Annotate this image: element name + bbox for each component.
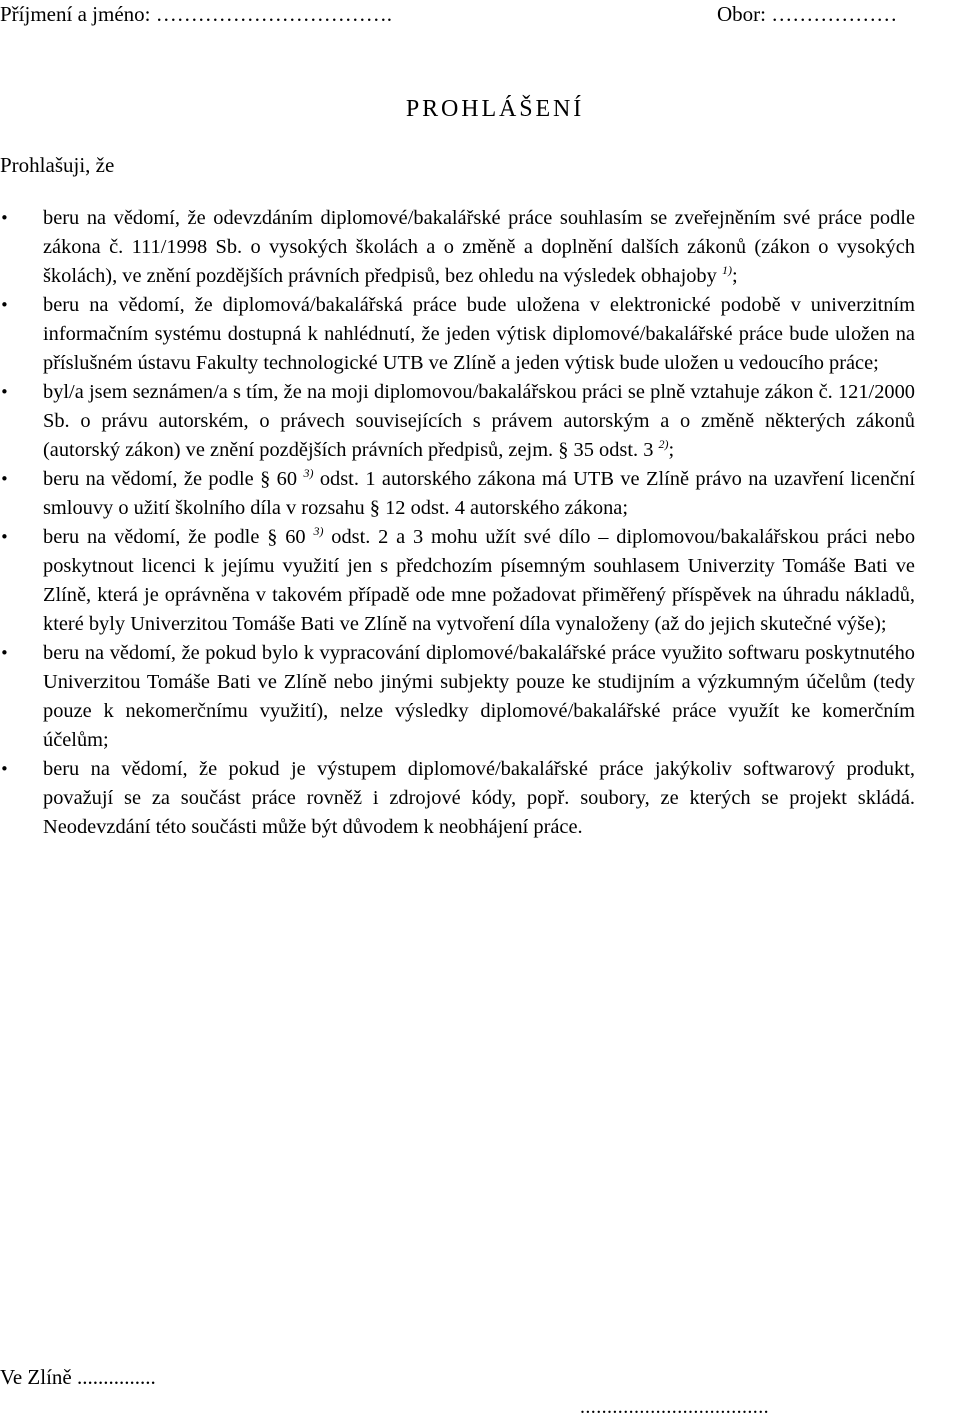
footnote-ref: 3) xyxy=(313,524,324,539)
declaration-list xyxy=(0,204,960,842)
declaration-item-3: • byl/a jsem seznámen/a s tím, že na moji diplomovou/bakalářskou práci se plně vztahuje zákon č. 121/2000 Sb. o právu autorském, o právech souvisejících s právem autorským a o změně některých zákonů (autorský zákon) ve znění pozdějších právních předpisů, zejm. § 35 odst. 3 $^{2)}$; xyxy=(0,378,960,465)
bullet-icon xyxy=(0,755,9,784)
place-line: Ve Zlíně ............... xyxy=(0,1365,156,1389)
declaration-item-1: • beru na vědomí, že odevzdáním diplomové/bakalářské práce souhlasím se zveřejněním své práce podle zákona č. 111/1998 Sb. o vysokých školách a o změně a doplnění dalších zákonů (zákon o vysokých školách), ve znění pozdějších právních předpisů, bez ohledu na výsledek obhajoby $^{1)}$; xyxy=(0,204,960,291)
signature-line: ................................... xyxy=(580,1396,769,1418)
bullet-icon xyxy=(0,523,9,552)
bullet-icon xyxy=(0,378,9,407)
field-of-study-label: Obor: ……………… xyxy=(717,2,898,26)
declaration-item-5: • beru na vědomí, že podle § 60 $^{3)}$ odst. 2 a 3 mohu užít své dílo – diplomovou/bakalářskou práci nebo poskytnout licenci k jejímu využití jen s předchozím písemným souhlasem Univerzity Tomáše Bati ve Zlíně, která je oprávněna v takovém případě ode mne požadovat přiměřený příspěvek na úhradu nákladů, které byly Univerzitou Tomáše Bati ve Zlíně na vytvoření díla vynaloženy (až do jejich skutečné výše); xyxy=(0,523,960,639)
bullet-icon xyxy=(0,204,9,233)
declaration-item-2: • beru na vědomí, že diplomová/bakalářská práce bude uložena v elektronické podobě v univerzitním informačním systému dostupná k nahlédnutí, že jeden výtisk diplomové/bakalářské práce bude uložen na příslušném ústavu Fakulty technologické UTB ve Zlíně a jeden výtisk bude uložen u vedoucího práce; xyxy=(0,291,960,378)
footnote-ref: 1) xyxy=(721,263,732,278)
document-title: PROHLÁŠENÍ xyxy=(405,96,585,122)
bullet-icon xyxy=(0,465,9,494)
bullet-icon xyxy=(0,639,9,668)
intro-text: Prohlašuji, že xyxy=(0,153,115,177)
footnote-ref: 2) xyxy=(658,437,669,452)
declaration-item-4: • beru na vědomí, že podle § 60 $^{3)}$ odst. 1 autorského zákona má UTB ve Zlíně právo na uzavření licenční smlouvy o užití školního díla v rozsahu § 12 odst. 4 autorského zákona; xyxy=(0,465,960,523)
declaration-item-6: • beru na vědomí, že pokud bylo k vypracování diplomové/bakalářské práce využito softwaru poskytnutého Univerzitou Tomáše Bati ve Zlíně nebo jinými subjekty pouze ke studijním a výzkumným účelům (tedy pouze k nekomerčnímu využití), nelze výsledky diplomové/bakalářské práce využít ke komerčním účelům; xyxy=(0,639,960,755)
declaration-item-7: • beru na vědomí, že pokud je výstupem diplomové/bakalářské práce jakýkoliv softwarový produkt, považují se za součást práce rovněž i zdrojové kódy, popř. soubory, ze kterých se projekt skládá. Neodevzdání této součásti může být důvodem k neobhájení práce. xyxy=(0,755,960,842)
footnote-ref: 3) xyxy=(303,466,314,481)
bullet-icon xyxy=(0,291,9,320)
name-field-label: Příjmení a jméno: ……………………………. xyxy=(0,2,392,26)
